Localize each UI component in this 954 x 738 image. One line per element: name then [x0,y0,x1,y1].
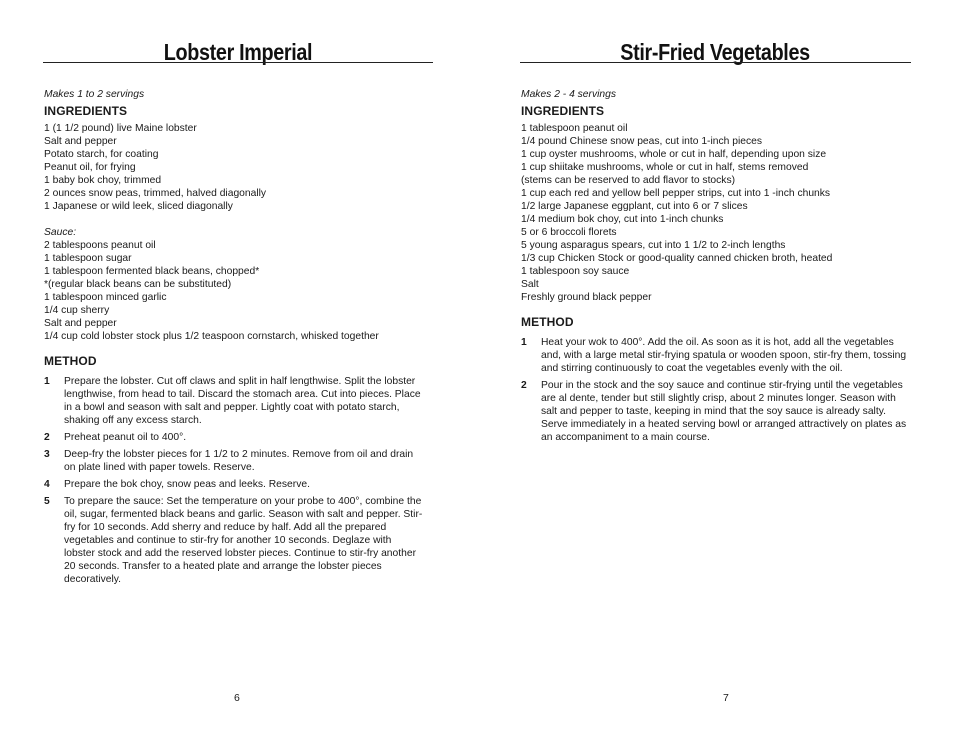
step-number: 2 [521,380,527,391]
ingredient-item: Potato starch, for coating [44,149,159,160]
ingredient-item: 1/2 large Japanese eggplant, cut into 6 or 7 slices [521,201,748,212]
method-step [44,478,424,491]
servings-note: Makes 2 - 4 servings [521,89,616,100]
ingredient-item: 1/4 pound Chinese snow peas, cut into 1-inch pieces [521,136,762,147]
method-step [521,336,913,375]
step-text: To prepare the sauce: Set the temperature on your probe to 400°, combine the oil, sugar, fermented black beans and garlic. Season with salt and pepper. Stir-fry for 10 seconds. Add sherry and reduce by half. Add all the prepared vegetables and continue to stir-fry for another 10 seconds. Deglaze with lobster stock and add the reserved lobster pieces. Continue to stir-fry another 20 seconds. Transfer to a heated plate and arrange the lobster pieces decoratively. [64,496,423,585]
sauce-item: 1/4 cup sherry [44,305,110,316]
ingredients-heading: INGREDIENTS [44,104,128,118]
page-number: 7 [723,692,729,704]
right-page [477,0,954,738]
step-number: 4 [44,479,50,490]
ingredient-item: 1/4 medium bok choy, cut into 1-inch chunks [521,214,724,225]
title-rule [43,62,433,63]
title-rule [520,62,911,63]
ingredient-item: 1/3 cup Chicken Stock or good-quality canned chicken broth, heated [521,253,833,264]
method-heading: METHOD [521,315,574,329]
ingredient-item: 1 tablespoon soy sauce [521,266,630,277]
ingredient-item: 2 ounces snow peas, trimmed, halved diagonally [44,188,267,199]
page-title: Stir-Fried Vegetables [620,39,810,65]
page-number: 6 [234,692,240,704]
ingredients-list [521,122,913,304]
ingredient-item: 5 young asparagus spears, cut into 1 1/2 to 2-inch lengths [521,240,786,251]
ingredient-item: Salt [521,279,539,290]
sauce-item: 1 tablespoon fermented black beans, chopped* [44,266,260,277]
ingredient-item: 1 Japanese or wild leek, sliced diagonally [44,201,233,212]
sauce-heading: Sauce: [44,227,77,238]
method-steps [521,336,913,444]
ingredient-item: (stems can be reserved to add flavor to stocks) [521,175,736,186]
ingredients-list [44,122,424,213]
step-number: 5 [44,496,50,507]
ingredient-item: 5 or 6 broccoli florets [521,227,617,238]
method-step [521,379,913,444]
step-number: 1 [521,337,527,348]
ingredient-item: 1 cup each red and yellow bell pepper strips, cut into 1 -inch chunks [521,188,831,199]
ingredients-heading: INGREDIENTS [521,104,605,118]
recipe-content [521,88,913,448]
sauce-item: 1 tablespoon minced garlic [44,292,167,303]
method-heading: METHOD [44,354,97,368]
servings-note: Makes 1 to 2 servings [44,89,145,100]
method-step [44,431,424,444]
ingredient-item: Salt and pepper [44,136,117,147]
sauce-item: Salt and pepper [44,318,117,329]
ingredient-item: 1 tablespoon peanut oil [521,123,628,134]
method-steps [44,375,424,586]
method-step [44,375,424,427]
ingredient-item: 1 cup shiitake mushrooms, whole or cut in half, stems removed [521,162,809,173]
ingredient-item: 1 cup oyster mushrooms, whole or cut in half, depending upon size [521,149,827,160]
page-title: Lobster Imperial [163,39,313,65]
sauce-item: 1 tablespoon sugar [44,253,132,264]
step-text: Pour in the stock and the soy sauce and continue stir-frying until the vegetables are al dente, tender but still slightly crisp, about 2 minutes longer. Season with salt and pepper to taste, keeping in mind that the soy sauce is already salty. Serve immediately in a heated serving bowl or arranged attractively on plates as an accompaniment to a main course. [541,380,907,443]
sauce-item: *(regular black beans can be substituted) [44,279,232,290]
sauce-list [44,239,424,343]
step-text: Prepare the lobster. Cut off claws and split in half lengthwise. Split the lobster lengthwise, from head to tail. Discard the stomach area. Cut into pieces. Place in a bowl and season with salt and pepper. Lightly coat with potato starch, shaking off any excess starch. [64,376,421,426]
sauce-item: 1/4 cup cold lobster stock plus 1/2 teaspoon cornstarch, whisked together [44,331,379,342]
step-text: Prepare the bok choy, snow peas and leeks. Reserve. [64,479,310,490]
method-step [44,495,424,586]
step-number: 2 [44,432,50,443]
ingredient-item: Peanut oil, for frying [44,162,136,173]
ingredient-item: 1 baby bok choy, trimmed [44,175,162,186]
sauce-item: 2 tablespoons peanut oil [44,240,156,251]
recipe-content [44,88,424,590]
ingredient-item: 1 (1 1/2 pound) live Maine lobster [44,123,197,134]
step-text: Preheat peanut oil to 400°. [64,432,187,443]
step-number: 3 [44,449,50,460]
ingredient-item: Freshly ground black pepper [521,292,652,303]
step-text: Heat your wok to 400°. Add the oil. As soon as it is hot, add all the vegetables and, with a large metal stir-frying spatula or wooden spoon, stir-fry them, tossing and stirring continuously to coat the vegetables evenly with the oil. [541,337,907,374]
step-number: 1 [44,376,50,387]
method-step [44,448,424,474]
step-text: Deep-fry the lobster pieces for 1 1/2 to 2 minutes. Remove from oil and drain on plate lined with paper towels. Reserve. [64,449,414,473]
